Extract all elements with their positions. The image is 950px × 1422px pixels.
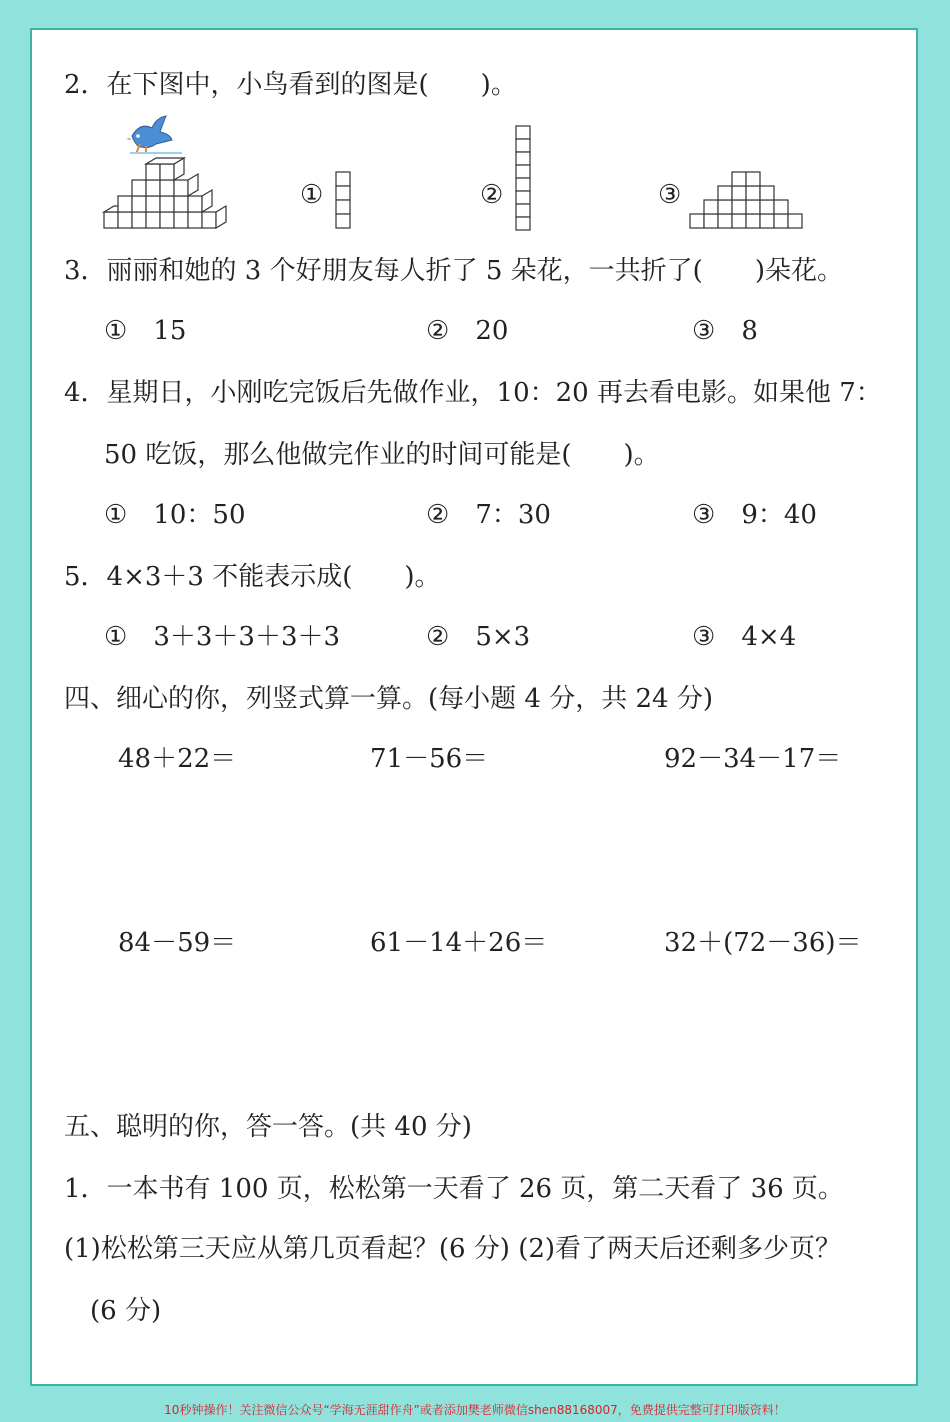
option-value: 4×4 — [741, 622, 797, 652]
q3-text: 3．丽丽和她的 3 个好朋友每人折了 5 朵花，一共折了( )朵花。 — [64, 256, 843, 286]
option-value: 5×3 — [475, 622, 531, 652]
q2-option-3-figure — [688, 170, 808, 236]
worksheet-page — [30, 28, 918, 1386]
calc-problem: 84－59＝ — [118, 928, 237, 958]
block-pyramid-figure — [104, 162, 234, 232]
option-value: 9：40 — [741, 500, 817, 530]
s5-q1-score: (6 分) — [90, 1296, 162, 1326]
option-number: ① — [104, 316, 128, 346]
option-value: 20 — [475, 316, 509, 346]
q4-option-2 — [426, 498, 551, 532]
option-number: ③ — [692, 622, 716, 652]
calc-problem: 71－56＝ — [370, 744, 489, 774]
calc-problem: 92－34－17＝ — [664, 744, 842, 774]
q3-option-3 — [692, 314, 758, 348]
q5-option-3 — [692, 620, 796, 654]
option-value: 10：50 — [153, 500, 246, 530]
option-number: ① — [104, 622, 128, 652]
section-4-title: 四、细心的你，列竖式算一算。(每小题 4 分，共 24 分) — [64, 684, 713, 714]
option-number: ① — [104, 500, 128, 530]
footer-promo-text: 10秒钟操作！关注微信公众号“学海无涯甜作舟”或者添加樊老师微信shen88168007，免费提供完整可打印版资料！ — [164, 1403, 786, 1417]
option-value: 8 — [741, 316, 758, 346]
calc-problem: 61－14＋26＝ — [370, 928, 548, 958]
option-number: ③ — [692, 500, 716, 530]
calc-problem: 48＋22＝ — [118, 744, 237, 774]
q4-line-1: 4．星期日，小刚吃完饭后先做作业，10：20 再去看电影。如果他 7： — [64, 378, 882, 408]
q5-text: 5．4×3＋3 不能表示成( )。 — [64, 562, 441, 592]
q2-text: 2．在下图中，小鸟看到的图是( )。 — [64, 70, 517, 100]
option-number: ② — [426, 622, 450, 652]
option-value: 3＋3＋3＋3＋3 — [153, 622, 341, 652]
option-value: 15 — [153, 316, 187, 346]
q3-option-2 — [426, 314, 508, 348]
option-number: ③ — [692, 316, 716, 346]
q2-option-2-figure — [514, 124, 536, 234]
q2-option-3-label: ③ — [658, 180, 682, 210]
bird-shadow — [130, 152, 182, 154]
q4-option-1 — [104, 498, 246, 532]
q3-option-1 — [104, 314, 186, 348]
s5-q1-text: 1．一本书有 100 页，松松第一天看了 26 页，第二天看了 36 页。 — [64, 1174, 844, 1204]
q2-option-1-figure — [334, 170, 354, 232]
q5-option-1 — [104, 620, 340, 654]
option-value: 7：30 — [475, 500, 551, 530]
q5-option-2 — [426, 620, 530, 654]
q4-option-3 — [692, 498, 817, 532]
q2-option-1-label: ① — [300, 180, 324, 210]
s5-q1-subquestions: (1)松松第三天应从第几页看起？(6 分) (2)看了两天后还剩多少页？ — [64, 1234, 842, 1264]
q4-line-2: 50 吃饭，那么他做完作业的时间可能是( )。 — [104, 440, 660, 470]
calc-problem: 32＋(72－36)＝ — [664, 928, 862, 958]
section-5-title: 五、聪明的你，答一答。(共 40 分) — [64, 1112, 472, 1142]
option-number: ② — [426, 316, 450, 346]
q2-option-2-label: ② — [480, 180, 504, 210]
option-number: ② — [426, 500, 450, 530]
